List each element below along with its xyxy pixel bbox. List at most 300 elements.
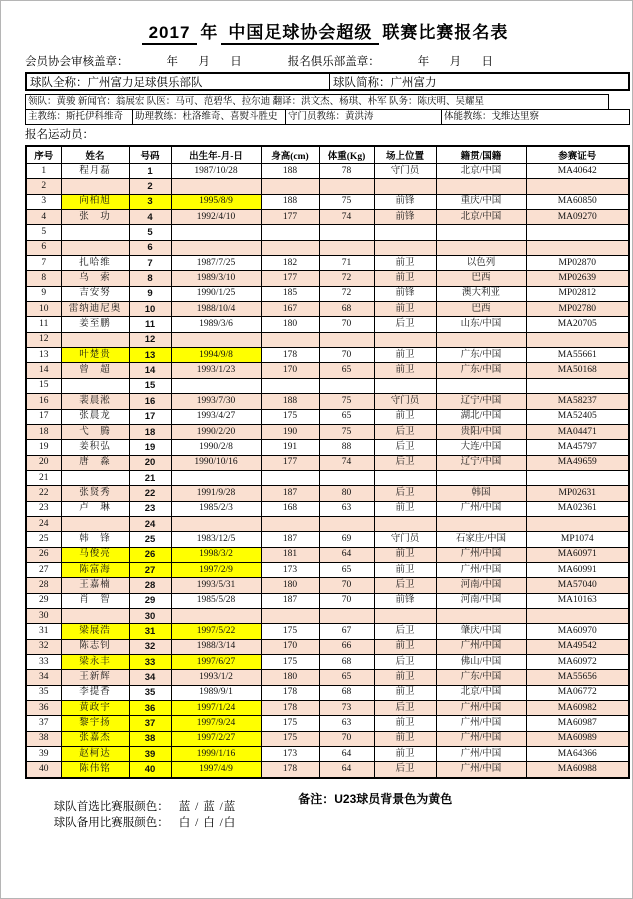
primary-kit-label: 球队首选比赛服颜色：	[53, 800, 169, 813]
cell-origin: 广州/中国	[436, 701, 526, 716]
cell-weight: 70	[319, 731, 374, 746]
cell-position	[374, 378, 436, 393]
cell-origin: 广州/中国	[436, 731, 526, 746]
cell-no: 20	[26, 455, 61, 470]
cell-weight: 70	[319, 578, 374, 593]
cell-dob: 1993/1/23	[171, 363, 261, 378]
cell-origin: 肇庆/中国	[436, 624, 526, 639]
title-league: 中国足球协会超级	[221, 23, 379, 45]
table-row	[26, 516, 629, 531]
table-row	[26, 424, 629, 439]
cell-origin: 湖北/中国	[436, 409, 526, 424]
table-row	[26, 578, 629, 593]
cell-cert: MP02870	[526, 256, 629, 271]
cell-origin: 澳大利亚	[436, 286, 526, 301]
table-row	[26, 685, 629, 700]
cell-origin: 广东/中国	[436, 670, 526, 685]
cell-no: 16	[26, 394, 61, 409]
cell-num: 17	[129, 409, 171, 424]
cell-name: 王嘉楠	[61, 578, 129, 593]
table-row	[26, 655, 629, 670]
cell-num: 4	[129, 210, 171, 225]
cell-height	[261, 516, 319, 531]
cell-no: 33	[26, 655, 61, 670]
cell-height	[261, 332, 319, 347]
cell-origin	[436, 470, 526, 485]
cell-weight: 72	[319, 271, 374, 286]
kit-color-lines	[25, 783, 237, 829]
cell-weight: 64	[319, 747, 374, 762]
cell-num: 39	[129, 747, 171, 762]
cell-name: 王新辉	[61, 670, 129, 685]
title-year: 2017	[142, 23, 198, 45]
cell-origin	[436, 225, 526, 240]
cell-position: 后卫	[374, 624, 436, 639]
players-section-label: 报名运动员：	[25, 129, 94, 141]
cell-name: 陈志钊	[61, 639, 129, 654]
cell-num: 16	[129, 394, 171, 409]
cell-num: 30	[129, 608, 171, 623]
cell-no: 26	[26, 547, 61, 562]
cell-no: 23	[26, 501, 61, 516]
cell-origin: 河南/中国	[436, 578, 526, 593]
cell-height: 167	[261, 302, 319, 317]
cell-cert: MA60987	[526, 716, 629, 731]
cell-height: 175	[261, 655, 319, 670]
cell-origin: 韩国	[436, 486, 526, 501]
table-row	[26, 747, 629, 762]
cell-dob: 1994/9/8	[171, 348, 261, 363]
cell-no: 6	[26, 240, 61, 255]
cell-name: 陈富海	[61, 562, 129, 577]
cell-height: 177	[261, 455, 319, 470]
table-row	[26, 302, 629, 317]
cell-dob: 1993/1/2	[171, 670, 261, 685]
cell-cert	[526, 240, 629, 255]
cell-num: 36	[129, 701, 171, 716]
cell-name	[61, 179, 129, 194]
cell-cert: MA60988	[526, 762, 629, 778]
table-row	[26, 394, 629, 409]
cell-no: 21	[26, 470, 61, 485]
cell-height: 187	[261, 486, 319, 501]
cell-name	[61, 332, 129, 347]
cell-num: 6	[129, 240, 171, 255]
cell-cert: MA60982	[526, 701, 629, 716]
cell-num: 31	[129, 624, 171, 639]
cell-height	[261, 470, 319, 485]
title-suffix: 联赛比赛报名表	[382, 23, 509, 42]
table-row	[26, 593, 629, 608]
cell-name	[61, 516, 129, 531]
cell-no: 31	[26, 624, 61, 639]
team-short-name-cell	[330, 74, 628, 89]
cell-cert	[526, 179, 629, 194]
cell-position: 后卫	[374, 455, 436, 470]
cell-num: 8	[129, 271, 171, 286]
cell-height: 180	[261, 317, 319, 332]
cell-position: 前卫	[374, 271, 436, 286]
team-full-name-cell	[27, 74, 330, 89]
cell-dob	[171, 179, 261, 194]
cell-no: 12	[26, 332, 61, 347]
cell-no: 18	[26, 424, 61, 439]
column-header-origin: 籍贯/国籍	[436, 146, 526, 164]
cell-weight: 65	[319, 562, 374, 577]
cell-position: 守门员	[374, 394, 436, 409]
cell-num: 25	[129, 532, 171, 547]
table-row	[26, 164, 629, 179]
cell-height: 191	[261, 440, 319, 455]
table-row	[26, 701, 629, 716]
cell-weight	[319, 378, 374, 393]
cell-weight: 75	[319, 394, 374, 409]
cell-num: 2	[129, 179, 171, 194]
cell-name: 曾 超	[61, 363, 129, 378]
cell-origin: 重庆/中国	[436, 194, 526, 209]
cell-weight: 64	[319, 762, 374, 778]
cell-weight: 75	[319, 424, 374, 439]
table-row	[26, 547, 629, 562]
cell-weight	[319, 240, 374, 255]
cell-origin: 河南/中国	[436, 593, 526, 608]
cell-height: 170	[261, 363, 319, 378]
cell-num: 18	[129, 424, 171, 439]
cell-no: 39	[26, 747, 61, 762]
association-seal-date: 年 月 日	[166, 56, 244, 68]
backup-kit-value: 白 / 白 /白	[178, 816, 237, 829]
cell-position: 后卫	[374, 440, 436, 455]
cell-cert: MP02780	[526, 302, 629, 317]
cell-position: 后卫	[374, 701, 436, 716]
cell-dob	[171, 240, 261, 255]
cell-origin: 北京/中国	[436, 164, 526, 179]
cell-origin: 巴西	[436, 302, 526, 317]
cell-origin: 石家庄/中国	[436, 532, 526, 547]
table-row	[26, 608, 629, 623]
club-seal-date: 年 月 日	[417, 56, 495, 68]
cell-origin: 广州/中国	[436, 716, 526, 731]
cell-name: 张 功	[61, 210, 129, 225]
cell-cert: MA10163	[526, 593, 629, 608]
cell-origin: 广州/中国	[436, 747, 526, 762]
cell-cert: MA49542	[526, 639, 629, 654]
cell-no: 35	[26, 685, 61, 700]
cell-position	[374, 225, 436, 240]
cell-no: 24	[26, 516, 61, 531]
cell-position	[374, 470, 436, 485]
cell-height: 188	[261, 164, 319, 179]
table-row	[26, 440, 629, 455]
players-table-header	[26, 146, 629, 164]
cell-name: 赵柯达	[61, 747, 129, 762]
cell-position: 前卫	[374, 670, 436, 685]
cell-height: 180	[261, 670, 319, 685]
table-row	[26, 194, 629, 209]
cell-height	[261, 240, 319, 255]
cell-num: 9	[129, 286, 171, 301]
table-row	[26, 639, 629, 654]
cell-name: 裴晨淞	[61, 394, 129, 409]
cell-name: 陈伟铭	[61, 762, 129, 778]
cell-weight	[319, 470, 374, 485]
cell-weight: 68	[319, 302, 374, 317]
cell-position: 前卫	[374, 348, 436, 363]
cell-name: 程月磊	[61, 164, 129, 179]
cell-dob: 1988/3/14	[171, 639, 261, 654]
table-row	[26, 363, 629, 378]
cell-no: 27	[26, 562, 61, 577]
cell-num: 3	[129, 194, 171, 209]
cell-num: 34	[129, 670, 171, 685]
column-header-weight: 体重(Kg)	[319, 146, 374, 164]
cell-name: 韩 锋	[61, 532, 129, 547]
cell-position	[374, 516, 436, 531]
cell-num: 35	[129, 685, 171, 700]
cell-origin	[436, 332, 526, 347]
table-row	[26, 179, 629, 194]
cell-position: 前卫	[374, 409, 436, 424]
assistant-coach-cell: 助理教练：杜洛维奇、喜熨斗胜史	[133, 110, 286, 124]
column-header-height: 身高(cm)	[261, 146, 319, 164]
column-header-position: 场上位置	[374, 146, 436, 164]
cell-name: 吉安努	[61, 286, 129, 301]
cell-weight: 65	[319, 409, 374, 424]
players-table	[25, 145, 630, 779]
cell-origin: 北京/中国	[436, 210, 526, 225]
cell-dob: 1989/3/6	[171, 317, 261, 332]
cell-weight: 88	[319, 440, 374, 455]
page-content	[1, 1, 632, 829]
cell-dob: 1998/3/2	[171, 547, 261, 562]
cell-name	[61, 608, 129, 623]
table-row	[26, 486, 629, 501]
cell-no: 36	[26, 701, 61, 716]
cell-dob: 1995/8/9	[171, 194, 261, 209]
cell-weight	[319, 332, 374, 347]
table-row	[26, 378, 629, 393]
cell-cert: MA64366	[526, 747, 629, 762]
cell-dob: 1999/1/16	[171, 747, 261, 762]
cell-name: 张晨龙	[61, 409, 129, 424]
cell-position: 前卫	[374, 747, 436, 762]
cell-cert: MA50168	[526, 363, 629, 378]
cell-name: 雷纳迪尼奥	[61, 302, 129, 317]
team-name-box	[25, 72, 630, 91]
staff-row-2	[25, 109, 630, 125]
cell-weight: 70	[319, 593, 374, 608]
cell-num: 11	[129, 317, 171, 332]
cell-height: 185	[261, 286, 319, 301]
column-header-name: 姓名	[61, 146, 129, 164]
cell-name: 张嘉杰	[61, 731, 129, 746]
cell-num: 29	[129, 593, 171, 608]
cell-height: 188	[261, 394, 319, 409]
cell-cert: MA04471	[526, 424, 629, 439]
cell-dob: 1993/7/30	[171, 394, 261, 409]
cell-weight: 74	[319, 210, 374, 225]
cell-cert: MA60971	[526, 547, 629, 562]
table-row	[26, 240, 629, 255]
cell-name: 扎哈维	[61, 256, 129, 271]
cell-weight: 65	[319, 363, 374, 378]
cell-position: 前卫	[374, 639, 436, 654]
cell-position: 后卫	[374, 424, 436, 439]
cell-dob: 1997/2/27	[171, 731, 261, 746]
cell-num: 13	[129, 348, 171, 363]
seal-row	[25, 52, 628, 70]
cell-dob: 1990/2/8	[171, 440, 261, 455]
cell-name: 黎宇扬	[61, 716, 129, 731]
cell-name: 张贤秀	[61, 486, 129, 501]
cell-position: 前卫	[374, 547, 436, 562]
cell-weight: 68	[319, 685, 374, 700]
cell-weight: 70	[319, 348, 374, 363]
cell-height	[261, 225, 319, 240]
cell-origin: 巴西	[436, 271, 526, 286]
table-row	[26, 286, 629, 301]
cell-num: 33	[129, 655, 171, 670]
cell-num: 1	[129, 164, 171, 179]
cell-weight: 64	[319, 547, 374, 562]
cell-no: 37	[26, 716, 61, 731]
table-row	[26, 624, 629, 639]
team-short-name-label: 球队简称：	[333, 77, 391, 89]
cell-height: 190	[261, 424, 319, 439]
cell-origin	[436, 378, 526, 393]
cell-origin: 贵阳/中国	[436, 424, 526, 439]
cell-num: 37	[129, 716, 171, 731]
cell-name: 姜至鹏	[61, 317, 129, 332]
cell-num: 27	[129, 562, 171, 577]
cell-position: 后卫	[374, 655, 436, 670]
cell-height: 182	[261, 256, 319, 271]
cell-cert	[526, 332, 629, 347]
cell-dob: 1983/12/5	[171, 532, 261, 547]
cell-origin: 辽宁/中国	[436, 394, 526, 409]
cell-cert	[526, 470, 629, 485]
cell-dob: 1990/1/25	[171, 286, 261, 301]
team-short-name-value: 广州富力	[390, 77, 437, 89]
cell-dob	[171, 225, 261, 240]
cell-position: 前卫	[374, 731, 436, 746]
cell-weight: 68	[319, 655, 374, 670]
cell-name	[61, 240, 129, 255]
cell-no: 2	[26, 179, 61, 194]
cell-name: 黄政宇	[61, 701, 129, 716]
cell-cert: MA57040	[526, 578, 629, 593]
cell-position: 前卫	[374, 302, 436, 317]
cell-num: 5	[129, 225, 171, 240]
table-row	[26, 716, 629, 731]
cell-cert: MP02631	[526, 486, 629, 501]
cell-weight: 72	[319, 286, 374, 301]
cell-position	[374, 179, 436, 194]
cell-dob: 1987/10/28	[171, 164, 261, 179]
cell-dob: 1993/5/31	[171, 578, 261, 593]
cell-cert: MA02361	[526, 501, 629, 516]
cell-dob: 1997/2/9	[171, 562, 261, 577]
cell-cert: MP1074	[526, 532, 629, 547]
cell-name: 马俊亮	[61, 547, 129, 562]
cell-position: 守门员	[374, 532, 436, 547]
cell-weight: 73	[319, 701, 374, 716]
cell-cert: MA60991	[526, 562, 629, 577]
title-year-label: 年	[200, 23, 219, 42]
cell-position: 前锋	[374, 593, 436, 608]
cell-dob: 1989/9/1	[171, 685, 261, 700]
cell-no: 5	[26, 225, 61, 240]
association-seal-label: 会员协会审核盖章：	[25, 56, 129, 68]
cell-origin: 广东/中国	[436, 363, 526, 378]
cell-num: 20	[129, 455, 171, 470]
cell-no: 40	[26, 762, 61, 778]
cell-name: 乌 索	[61, 271, 129, 286]
cell-cert	[526, 516, 629, 531]
cell-no: 30	[26, 608, 61, 623]
primary-kit-line	[25, 783, 237, 813]
cell-position: 前卫	[374, 562, 436, 577]
staff-row-1: 领队：黄骏 新闻官：翁展宏 队医：马可、范碧华、拉尔迪 翻译：洪文杰、杨琪、朴军 队务：陈庆明、吴耀星	[25, 94, 609, 110]
cell-no: 8	[26, 271, 61, 286]
cell-dob: 1993/4/27	[171, 409, 261, 424]
primary-kit-value: 蓝 / 蓝 /蓝	[178, 800, 237, 813]
cell-num: 32	[129, 639, 171, 654]
cell-num: 24	[129, 516, 171, 531]
column-header-dob: 出生年-月-日	[171, 146, 261, 164]
cell-cert: MA60972	[526, 655, 629, 670]
cell-height: 175	[261, 624, 319, 639]
cell-height: 178	[261, 348, 319, 363]
table-row	[26, 731, 629, 746]
cell-position: 前卫	[374, 363, 436, 378]
cell-height: 175	[261, 716, 319, 731]
head-coach-cell: 主教练：斯托伊科维奇	[26, 110, 133, 124]
players-table-body	[26, 164, 629, 778]
cell-position	[374, 240, 436, 255]
cell-position: 前锋	[374, 194, 436, 209]
cell-position: 后卫	[374, 317, 436, 332]
cell-position: 前卫	[374, 256, 436, 271]
cell-height: 178	[261, 685, 319, 700]
cell-name: 李提香	[61, 685, 129, 700]
cell-origin	[436, 608, 526, 623]
cell-cert: MA58237	[526, 394, 629, 409]
cell-dob	[171, 332, 261, 347]
cell-height: 168	[261, 501, 319, 516]
cell-height: 177	[261, 210, 319, 225]
cell-weight	[319, 179, 374, 194]
cell-origin: 广州/中国	[436, 639, 526, 654]
cell-dob: 1997/4/9	[171, 762, 261, 778]
cell-num: 14	[129, 363, 171, 378]
cell-num: 28	[129, 578, 171, 593]
cell-origin: 辽宁/中国	[436, 455, 526, 470]
cell-weight	[319, 225, 374, 240]
cell-num: 21	[129, 470, 171, 485]
cell-height	[261, 179, 319, 194]
cell-name: 向柏旭	[61, 194, 129, 209]
table-row	[26, 470, 629, 485]
cell-height: 170	[261, 639, 319, 654]
cell-position: 后卫	[374, 762, 436, 778]
cell-origin: 北京/中国	[436, 685, 526, 700]
cell-num: 7	[129, 256, 171, 271]
cell-no: 15	[26, 378, 61, 393]
cell-name: 唐 淼	[61, 455, 129, 470]
cell-position: 前卫	[374, 685, 436, 700]
cell-name: 叶楚贵	[61, 348, 129, 363]
